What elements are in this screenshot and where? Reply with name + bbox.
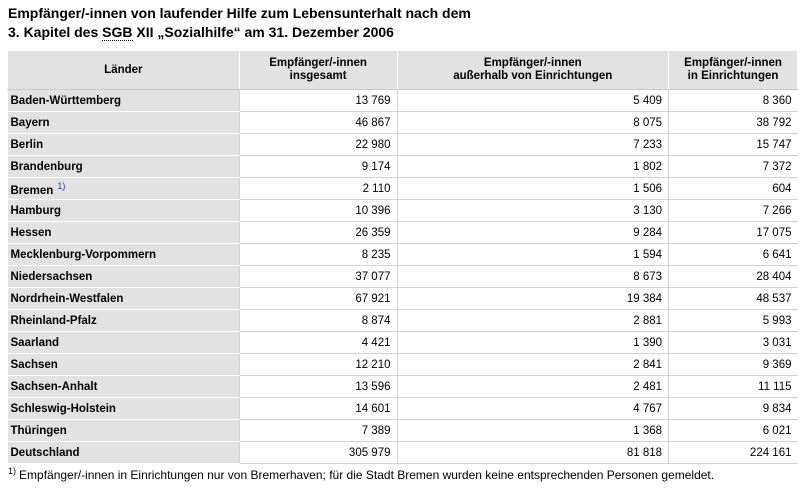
land-name: Sachsen: [10, 358, 58, 371]
cell-outside: 2 881: [397, 310, 669, 332]
cell-outside: 2 481: [397, 376, 669, 398]
cell-inside: 28 404: [669, 266, 798, 288]
cell-land: [8, 200, 240, 222]
cell-inside: 5 993: [669, 310, 798, 332]
cell-land: [8, 222, 240, 244]
title-line-2: [8, 23, 471, 42]
footnote-text: Empfänger/-innen in Einrichtungen nur von Bremerhaven; für die Stadt Bremen wurden keine entsprechenden Personen gemeldet.: [19, 468, 715, 482]
title-line-2-suffix: XII „Sozialhilfe“ am 31. Dezember 2006: [132, 24, 394, 40]
cell-inside: 604: [669, 178, 798, 200]
cell-land: [8, 266, 240, 288]
table-row: [8, 376, 798, 398]
land-name: Mecklenburg-Vorpommern: [10, 248, 156, 261]
footnote-mark: 1): [8, 466, 17, 476]
cell-land: [8, 112, 240, 134]
table-row: [8, 310, 798, 332]
cell-total: 67 921: [239, 288, 397, 310]
table-row: [8, 398, 798, 420]
cell-land: [8, 244, 240, 266]
cell-inside: 9 834: [669, 398, 798, 420]
cell-outside: 8 075: [397, 112, 669, 134]
table-row: [8, 420, 798, 442]
land-name: Hamburg: [10, 204, 61, 217]
cell-inside: 3 031: [669, 332, 798, 354]
cell-outside: 1 802: [397, 156, 669, 178]
cell-total: 8 874: [239, 310, 397, 332]
cell-inside: 6 021: [669, 420, 798, 442]
cell-total: 13 596: [239, 376, 397, 398]
table-body: [8, 90, 798, 464]
table-row: [8, 90, 798, 112]
header-row: [8, 51, 798, 90]
cell-total: 22 980: [239, 134, 397, 156]
cell-inside: 15 747: [669, 134, 798, 156]
cell-inside: 6 641: [669, 244, 798, 266]
cell-land: [8, 178, 240, 200]
cell-inside: 7 266: [669, 200, 798, 222]
cell-land: [8, 332, 240, 354]
land-name: Rheinland-Pfalz: [10, 314, 97, 327]
cell-land: [8, 354, 240, 376]
table-row: [8, 156, 798, 178]
cell-total: 7 389: [239, 420, 397, 442]
cell-outside: 19 384: [397, 288, 669, 310]
cell-total: 13 769: [239, 90, 397, 112]
cell-land: [8, 376, 240, 398]
table-row: [8, 112, 798, 134]
table-row: [8, 222, 798, 244]
table-row: [8, 178, 798, 200]
cell-inside: 11 115: [669, 376, 798, 398]
land-name: Thüringen: [10, 424, 67, 437]
footnote: [8, 466, 714, 482]
land-name: Schleswig-Holstein: [10, 402, 116, 415]
title-line-1: Empfänger/-innen von laufender Hilfe zum Lebensunterhalt nach dem: [8, 5, 471, 21]
cell-total: 46 867: [239, 112, 397, 134]
land-name: Saarland: [10, 336, 60, 349]
cell-land: [8, 420, 240, 442]
table-row: [8, 200, 798, 222]
header-laender: Länder: [8, 51, 240, 90]
cell-outside: 5 409: [397, 90, 669, 112]
table-row: [8, 134, 798, 156]
cell-inside: 7 372: [669, 156, 798, 178]
land-name: Deutschland: [10, 446, 80, 459]
cell-outside: 1 506: [397, 178, 669, 200]
cell-outside: 1 368: [397, 420, 669, 442]
land-name: Berlin: [10, 138, 44, 151]
land-name: Niedersachsen: [10, 270, 93, 283]
cell-total: 4 421: [239, 332, 397, 354]
land-name: Brandenburg: [10, 160, 83, 173]
land-name: Sachsen-Anhalt: [10, 380, 98, 393]
land-name: Hessen: [10, 226, 52, 239]
header-outside: Empfänger/-innen außerhalb von Einrichtungen: [397, 51, 669, 90]
land-name: Bayern: [10, 116, 50, 129]
header-total: Empfänger/-innen insgesamt: [239, 51, 397, 90]
cell-total: 10 396: [239, 200, 397, 222]
table-row: [8, 244, 798, 266]
cell-outside: 3 130: [397, 200, 669, 222]
cell-total: 305 979: [239, 442, 397, 464]
title-line-2-prefix: 3. Kapitel des: [8, 24, 103, 40]
cell-total: 8 235: [239, 244, 397, 266]
cell-inside: 9 369: [669, 354, 798, 376]
table-title: [8, 4, 471, 42]
cell-outside: 4 767: [397, 398, 669, 420]
sgb-abbreviation[interactable]: SGB: [102, 24, 133, 40]
table-row: [8, 442, 798, 464]
land-name: Baden-Württemberg: [10, 94, 122, 107]
cell-total: 37 077: [239, 266, 397, 288]
cell-land: [8, 90, 240, 112]
cell-land: [8, 134, 240, 156]
cell-outside: 2 841: [397, 354, 669, 376]
cell-total: 2 110: [239, 178, 397, 200]
table-row: [8, 288, 798, 310]
cell-total: 26 359: [239, 222, 397, 244]
cell-outside: 1 594: [397, 244, 669, 266]
cell-inside: 224 161: [669, 442, 798, 464]
cell-inside: 38 792: [669, 112, 798, 134]
cell-outside: 9 284: [397, 222, 669, 244]
cell-land: [8, 398, 240, 420]
cell-land: [8, 310, 240, 332]
cell-outside: 1 390: [397, 332, 669, 354]
cell-land: [8, 442, 240, 464]
table-row: [8, 332, 798, 354]
table-row: [8, 354, 798, 376]
cell-inside: 48 537: [669, 288, 798, 310]
land-name: Nordrhein-Westfalen: [10, 292, 124, 305]
footnote-link[interactable]: 1): [57, 180, 66, 191]
cell-inside: 17 075: [669, 222, 798, 244]
cell-outside: 7 233: [397, 134, 669, 156]
cell-total: 9 174: [239, 156, 397, 178]
table-header: [8, 51, 798, 90]
cell-land: [8, 156, 240, 178]
cell-inside: 8 360: [669, 90, 798, 112]
cell-outside: 8 673: [397, 266, 669, 288]
cell-outside: 81 818: [397, 442, 669, 464]
cell-total: 14 601: [239, 398, 397, 420]
header-inside: Empfänger/-innen in Einrichtungen: [669, 51, 798, 90]
land-name: Bremen: [10, 184, 54, 197]
table-row: [8, 266, 798, 288]
cell-land: [8, 288, 240, 310]
statistics-table: [7, 50, 798, 464]
cell-total: 12 210: [239, 354, 397, 376]
